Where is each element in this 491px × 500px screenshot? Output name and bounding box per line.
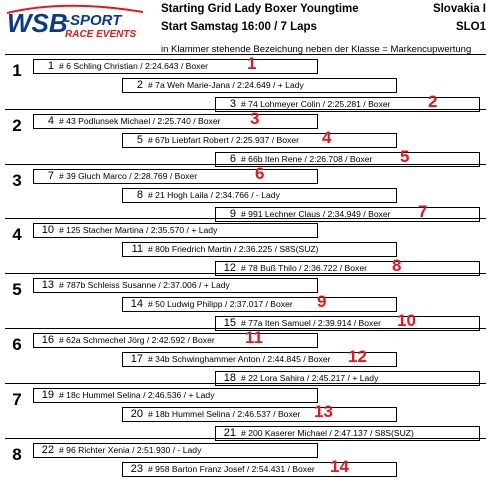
row-divider: [5, 273, 486, 274]
class-rank-annotation: 5: [400, 146, 410, 166]
grid-position: 3: [229, 98, 236, 110]
logo-wsb-text: WSB: [7, 8, 68, 38]
class-rank-annotation: 8: [392, 256, 402, 276]
driver-entry: # 43 Podlunsek Michael / 2:25.740 / Boxer: [59, 115, 221, 126]
class-rank-annotation: 12: [348, 347, 367, 366]
logo-tagline: RACE EVENTS: [65, 29, 137, 40]
driver-entry: # 21 Hogh Laila / 2:34.766 / - Lady: [148, 189, 280, 200]
grid-row-number: 7: [12, 389, 22, 409]
class-rank-annotation: 2: [428, 92, 438, 111]
grid-position: 2: [136, 79, 143, 91]
driver-entry: # 62a Schmechel Jörg / 2:42.592 / Boxer: [59, 335, 215, 345]
grid-row-number: 5: [12, 280, 22, 300]
driver-entry: # 74 Lohmeyer Colin / 2:25.281 / Boxer: [241, 99, 391, 109]
class-rank-annotation: 10: [397, 311, 416, 331]
class-rank-annotation: 1: [247, 54, 257, 73]
grid-position: 12: [223, 262, 236, 275]
grid-row-number: 8: [12, 444, 22, 464]
class-rank-annotation: 13: [314, 401, 333, 421]
grid-position: 9: [229, 207, 236, 220]
driver-entry: # 39 Gluch Marco / 2:28.769 / Boxer: [59, 170, 198, 181]
driver-entry: # 6 Schling Christian / 2:24.643 / Boxer: [59, 61, 209, 71]
grid-position: 17: [130, 353, 143, 365]
grid-position: 14: [130, 298, 143, 311]
grid-slot: [33, 223, 318, 238]
class-rank-annotation: 14: [330, 456, 349, 476]
grid-slot: [33, 388, 318, 403]
grid-position: 13: [41, 279, 54, 292]
driver-entry: # 66b Iten Rene / 2:26.708 / Boxer: [241, 153, 373, 164]
grid-slot: [33, 169, 318, 184]
class-note: in Klammer stehende Bezeichung neben der Klasse = Markencupwertung: [161, 44, 472, 55]
grid-slot: [122, 78, 397, 93]
grid-position: 15: [223, 317, 236, 330]
grid-slot: [122, 297, 397, 312]
grid-position: 18: [223, 372, 236, 384]
grid-position: 7: [47, 169, 54, 182]
grid-position: 10: [41, 224, 54, 237]
page-subtitle: Start Samstag 16:00 / 7 Laps: [161, 21, 317, 33]
class-rank-annotation: 11: [245, 328, 263, 347]
grid-row-number: 1: [12, 61, 22, 80]
grid-position: 5: [136, 133, 143, 146]
grid-position: 8: [136, 188, 143, 201]
class-rank-annotation: 6: [255, 163, 265, 183]
driver-entry: # 958 Barton Franz Josef / 2:54.431 / Boxer: [148, 463, 315, 474]
driver-entry: # 50 Ludwig Philipp / 2:37.017 / Boxer: [148, 299, 293, 310]
page-title: Starting Grid Lady Boxer Youngtime: [161, 3, 359, 15]
driver-entry: # 7a Weh Marie-Jana / 2:24.649 / + Lady: [148, 80, 304, 90]
driver-entry: # 18c Hummel Selina / 2:46.536 / + Lady: [59, 389, 215, 400]
grid-slot: [33, 443, 318, 458]
grid-position: 22: [41, 443, 54, 456]
grid-slot: [122, 462, 397, 477]
driver-entry: # 80b Friedrich Martin / 2:36.225 / S8S(SUZ): [148, 244, 319, 255]
driver-entry: # 34b Schwinghammer Anton / 2:44.845 / Boxer: [148, 354, 331, 364]
grid-slot: [33, 59, 318, 74]
row-divider: [5, 164, 486, 165]
event-code: SLO1: [455, 21, 486, 33]
grid-slot: [33, 333, 318, 348]
class-rank-annotation: 4: [322, 127, 332, 147]
driver-entry: # 200 Kaserer Michael / 2:47.137 / S8S(SUZ): [241, 427, 414, 438]
logo-sport-text: -SPORT: [65, 12, 122, 29]
grid-position: 1: [47, 60, 54, 72]
grid-position: 16: [41, 334, 54, 346]
grid-slot: [122, 407, 397, 422]
grid-position: 20: [130, 407, 143, 420]
class-rank-annotation: 3: [250, 108, 260, 128]
grid-position: 4: [47, 114, 54, 127]
grid-slot: [122, 133, 397, 148]
driver-entry: # 67b Liebfart Robert / 2:25.937 / Boxer: [148, 134, 299, 145]
grid-slot: [122, 188, 397, 203]
class-rank-annotation: 7: [418, 201, 428, 221]
grid-position: 23: [130, 462, 143, 475]
row-divider: [5, 109, 486, 110]
row-divider: [5, 218, 486, 219]
grid-row-number: 4: [12, 225, 22, 245]
grid-position: 21: [223, 426, 236, 439]
driver-entry: # 22 Lora Sahira / 2:45.217 / + Lady: [241, 373, 379, 383]
grid-row-number: 2: [12, 115, 22, 135]
grid-slot: [122, 242, 397, 257]
row-divider: [5, 438, 486, 439]
grid-position: 6: [229, 152, 236, 165]
driver-entry: # 77a Iten Samuel / 2:39.914 / Boxer: [241, 318, 381, 329]
driver-entry: # 18b Hummel Selina / 2:46.537 / Boxer: [148, 408, 301, 419]
grid-row-number: 3: [12, 170, 22, 190]
grid-row-number: 6: [12, 335, 22, 354]
row-divider: [5, 383, 486, 384]
driver-entry: # 991 Lechner Claus / 2:34.949 / Boxer: [241, 208, 391, 219]
grid-slot: [33, 278, 318, 293]
grid-position: 19: [41, 388, 54, 401]
driver-entry: # 125 Stacher Martina / 2:35.570 / + Lady: [59, 225, 218, 236]
driver-entry: # 78 Buß Thilo / 2:36.722 / Boxer: [241, 263, 367, 274]
wsb-sport-logo: [5, 3, 145, 41]
class-rank-annotation: 9: [317, 292, 327, 312]
driver-entry: # 787b Schleiss Susanne / 2:37.006 / + Lady: [59, 280, 230, 291]
row-divider: [5, 54, 486, 55]
driver-entry: # 96 Richter Xenia / 2:51.930 / - Lady: [59, 444, 202, 455]
event-name: Slovakia I: [432, 3, 486, 15]
grid-slot: [33, 114, 318, 129]
grid-position: 11: [131, 243, 143, 256]
